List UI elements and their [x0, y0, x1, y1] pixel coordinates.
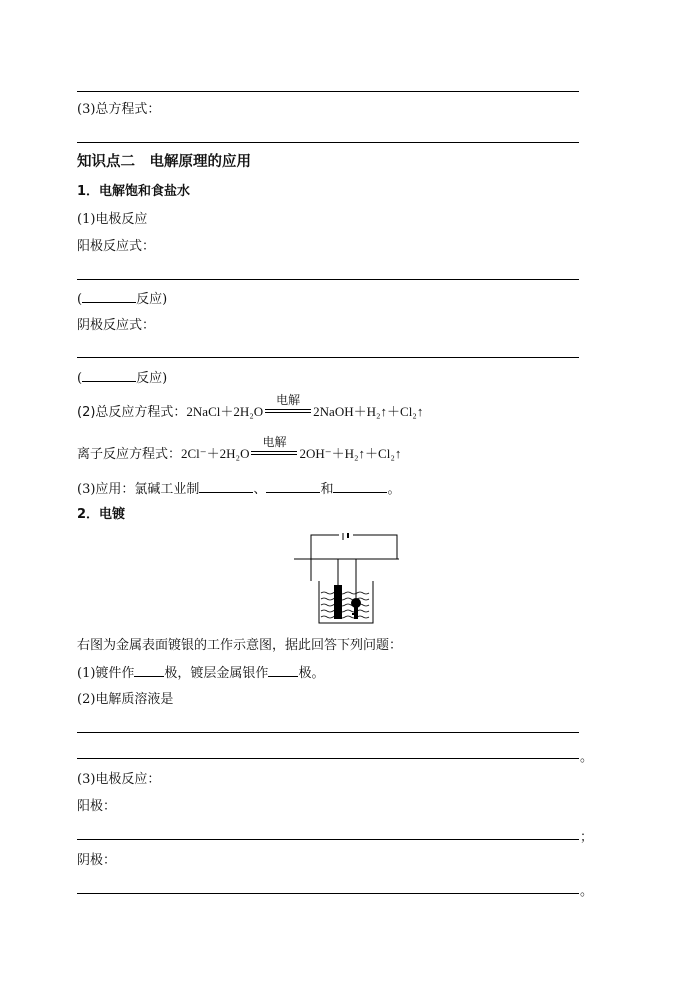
reaction-type-text: 反应) — [136, 371, 168, 386]
section-title: 知识点二 电解原理的应用 — [77, 154, 251, 170]
fill-blank[interactable] — [82, 290, 136, 303]
semicolon: ； — [580, 830, 594, 845]
subsection-heading: 1．电解饱和食盐水 — [77, 184, 191, 199]
equation-right: 2OH⁻＋H₂↑＋Cl₂↑ — [299, 446, 402, 461]
question-text: 极。 — [298, 666, 325, 681]
intro-text: 右图为金属表面镀银的工作示意图，据此回答下列问题： — [77, 638, 403, 653]
equation-right: 2NaOH＋H₂↑＋Cl₂↑ — [313, 404, 424, 419]
question-text: (1)镀件作 — [77, 666, 135, 681]
fill-blank[interactable] — [134, 664, 164, 677]
condition-text: 电解 — [276, 393, 301, 407]
ionic-equation — [77, 435, 402, 462]
fill-blank[interactable] — [266, 480, 320, 493]
answer-line — [77, 732, 579, 733]
reaction-type-text: 反应) — [136, 292, 168, 307]
total-equation-label: (3)总方程式： — [77, 102, 161, 117]
question-1 — [77, 664, 324, 682]
total-equation — [77, 393, 424, 420]
question-text: 极，镀层金属银作 — [164, 666, 269, 681]
condition-text: 电解 — [262, 435, 287, 449]
answer-line — [77, 142, 579, 143]
question-3: (3)电极反应： — [77, 772, 161, 787]
cathode-label: 阴极： — [77, 853, 117, 868]
equation-left: 2Cl⁻＋2H₂O — [181, 446, 250, 461]
answer-line — [77, 893, 579, 894]
period: 。 — [387, 482, 401, 497]
period: 。 — [580, 750, 594, 765]
anode-label: 阳极： — [77, 799, 117, 814]
paren-open: ( — [77, 292, 83, 307]
electrolysis-arrow — [265, 393, 311, 419]
separator: 和 — [320, 482, 334, 497]
separator: 、 — [253, 482, 267, 497]
fill-blank[interactable] — [333, 480, 387, 493]
answer-line — [77, 91, 579, 92]
total-equation-prefix: (2)总反应方程式： — [77, 405, 187, 420]
ionic-equation-prefix: 离子反应方程式： — [77, 447, 182, 462]
cathode-reaction-label: 阴极反应式： — [77, 318, 156, 333]
answer-line — [77, 839, 579, 840]
fill-blank[interactable] — [199, 480, 253, 493]
equation-left: 2NaCl＋2H₂O — [186, 404, 264, 419]
answer-line — [77, 758, 579, 759]
electrode-reaction-label: (1)电极反应 — [77, 212, 148, 227]
answer-line — [77, 357, 579, 358]
fill-blank[interactable] — [82, 369, 136, 382]
paren-open: ( — [77, 371, 83, 386]
period: 。 — [580, 884, 594, 899]
anode-reaction-label: 阳极反应式： — [77, 239, 156, 254]
fill-blank[interactable] — [268, 664, 298, 677]
cathode-reaction-type — [77, 369, 167, 387]
application-prefix: (3)应用：氯碱工业制 — [77, 482, 200, 497]
electrolysis-arrow — [251, 435, 297, 461]
question-2: (2)电解质溶液是 — [77, 692, 174, 707]
answer-line — [77, 279, 579, 280]
subsection-heading: 2．电镀 — [77, 507, 126, 522]
application-line — [77, 480, 400, 498]
electroplating-diagram — [289, 533, 403, 627]
anode-reaction-type — [77, 290, 167, 308]
